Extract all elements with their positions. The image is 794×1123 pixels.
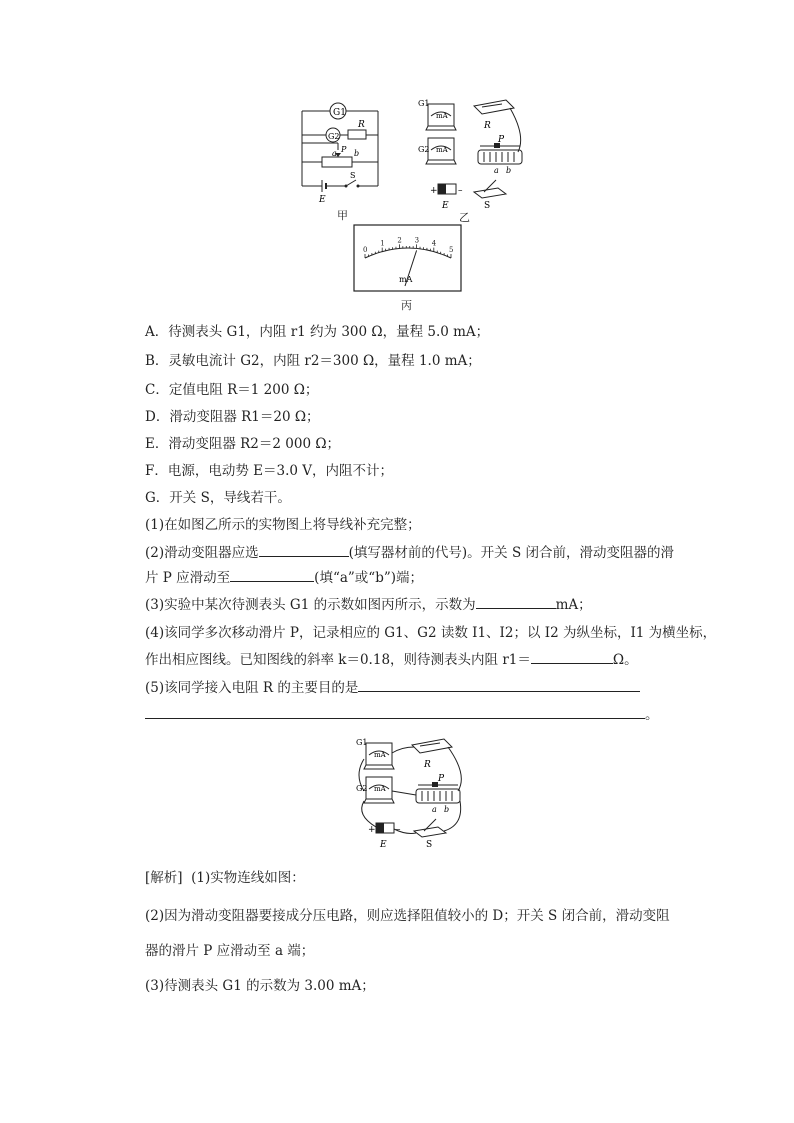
r-label: R <box>358 120 365 130</box>
q3-text-b: mA； <box>555 597 592 613</box>
ans-g2-label: G2 <box>356 784 368 793</box>
yi-r-label: R <box>484 121 491 131</box>
question-5-line2 <box>145 703 659 723</box>
q4-text-c: Ω。 <box>612 652 638 668</box>
yi-b-label: b <box>506 166 512 175</box>
p-label: P <box>341 145 347 154</box>
s-label: S <box>350 171 356 180</box>
q3-text-a: (3)实验中某次待测表头 G1 的示数如图丙所示，示数为 <box>145 597 476 613</box>
yi-p-label: P <box>498 135 505 145</box>
ans-r-label: R <box>424 760 431 770</box>
option-b: B．灵敏电流计 G2，内阻 r2＝300 Ω，量程 1.0 mA； <box>145 353 481 369</box>
solution-tag: [解析] <box>145 870 183 886</box>
ans-g2-unit: mA <box>374 785 386 793</box>
circuit-diagram-jia <box>296 98 386 203</box>
ans-p-label: P <box>438 774 445 784</box>
option-e: E．滑动变阻器 R2＝2 000 Ω； <box>145 436 341 452</box>
question-1: (1)在如图乙所示的实物图上将导线补充完整； <box>145 517 421 533</box>
q2-text-d: (填“a”或“b”)端； <box>314 570 424 586</box>
ans-g1-unit: mA <box>374 751 386 759</box>
option-d: D．滑动变阻器 R1＝20 Ω； <box>145 409 320 425</box>
option-c: C．定值电阻 R＝1 200 Ω； <box>145 382 319 398</box>
apparatus-diagram-yi <box>414 96 534 212</box>
ans-minus-label: – <box>396 825 401 835</box>
meter-dial-bing <box>353 224 463 294</box>
caption-bing: 丙 <box>401 299 412 312</box>
blank-slider-end <box>230 569 314 582</box>
yi-s-label: S <box>484 201 491 211</box>
e-label: E <box>319 195 326 203</box>
g2-label: G2 <box>328 132 340 141</box>
dial-tick-label: 4 <box>431 239 437 248</box>
q5-end: 。 <box>645 707 659 723</box>
a-label: a <box>332 149 337 158</box>
caption-yi: 乙 <box>459 211 470 224</box>
yi-g2-label: G2 <box>418 145 430 154</box>
q2-text-c: 片 P 应滑动至 <box>145 570 231 586</box>
apparatus-diagram-answer <box>350 735 480 851</box>
blank-purpose-1 <box>358 679 640 692</box>
solution-line-4: (3)待测表头 G1 的示数为 3.00 mA； <box>145 978 375 994</box>
blank-reading <box>476 596 556 609</box>
yi-e-label: E <box>442 201 449 211</box>
yi-g2-unit: mA <box>436 146 448 154</box>
solution-line-3: 器的滑片 P 应滑动至 a 端； <box>145 943 315 959</box>
q5-text-a: (5)该同学接入电阻 R 的主要目的是 <box>145 680 359 696</box>
blank-resistance <box>531 651 613 664</box>
ans-e-label: E <box>380 840 387 850</box>
yi-plus-label: + <box>430 186 438 196</box>
dial-tick-label: 3 <box>414 236 420 245</box>
option-f: F．电源，电动势 E＝3.0 V，内阻不计； <box>145 463 394 479</box>
yi-minus-label: – <box>458 186 463 196</box>
dial-unit: mA <box>399 275 413 284</box>
ans-s-label: S <box>426 840 433 850</box>
blank-purpose-2 <box>145 706 645 719</box>
solution-line-1 <box>145 866 305 886</box>
dial-tick-label: 0 <box>363 246 368 254</box>
option-a: A．待测表头 G1，内阻 r1 约为 300 Ω，量程 5.0 mA； <box>145 324 490 340</box>
blank-rheostat-choice <box>259 544 349 557</box>
question-5-line1 <box>145 676 640 696</box>
question-4-line1: (4)该同学多次移动滑片 P，记录相应的 G1、G2 读数 I1、I2；以 I2 为纵坐标，I1 为横坐标， <box>145 625 717 641</box>
yi-g1-unit: mA <box>436 112 448 120</box>
yi-g1-label: G1 <box>418 99 430 108</box>
ans-a-label: a <box>432 805 437 814</box>
option-g: G．开关 S，导线若干。 <box>145 490 291 506</box>
yi-a-label: a <box>494 166 499 175</box>
question-4-line2 <box>145 648 638 668</box>
dial-tick-label: 1 <box>380 239 385 248</box>
ans-g1-label: G1 <box>356 738 368 747</box>
solution-line-2: (2)因为滑动变阻器要接成分压电路，则应选择阻值较小的 D；开关 S 闭合前，滑动变阻 <box>145 908 670 924</box>
question-3 <box>145 593 592 613</box>
q4-text-b: 作出相应图线。已知图线的斜率 k＝0.18，则待测表头内阻 r1＝ <box>145 652 531 668</box>
solution-s1: (1)实物连线如图： <box>191 870 305 886</box>
question-2-line2 <box>145 566 423 586</box>
q2-text-a: (2)滑动变阻器应选 <box>145 545 259 561</box>
q2-text-b: (填写器材前的代号)。开关 S 闭合前，滑动变阻器的滑 <box>348 545 674 561</box>
b-label: b <box>354 149 360 158</box>
dial-tick-label: 5 <box>449 246 454 254</box>
dial-tick-label: 2 <box>397 236 402 245</box>
ans-b-label: b <box>444 805 450 814</box>
ans-plus-label: + <box>368 825 376 835</box>
g1-label: G1 <box>333 108 346 118</box>
question-2-line1 <box>145 541 674 561</box>
caption-jia: 甲 <box>337 209 348 222</box>
